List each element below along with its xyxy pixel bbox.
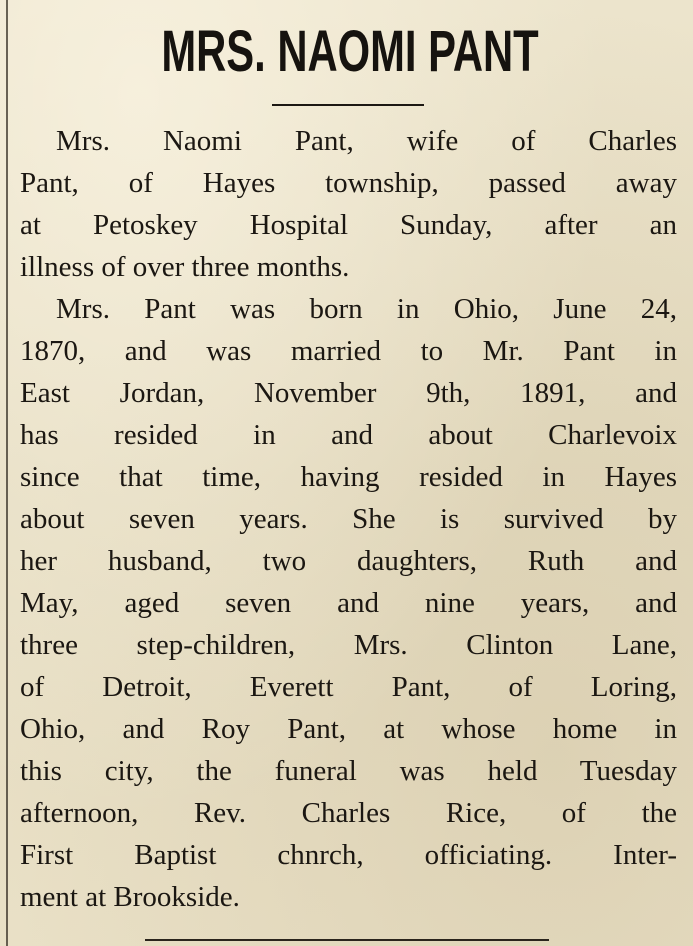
text-line: three step-children, Mrs. Clinton Lane, — [20, 629, 677, 661]
text-line: First Baptist chnrch, officiating. Inter- — [20, 839, 677, 871]
text-line: her husband, two daughters, Ruth and — [20, 545, 677, 577]
bottom-divider — [145, 939, 549, 941]
column-rule — [6, 0, 8, 946]
text-line: of Detroit, Everett Pant, of Loring, — [20, 671, 677, 703]
text-line: May, aged seven and nine years, and — [20, 587, 677, 619]
text-line: about seven years. She is survived by — [20, 503, 677, 535]
text-line: Mrs. Pant was born in Ohio, June 24, — [56, 293, 677, 325]
text-line: this city, the funeral was held Tuesday — [20, 755, 677, 787]
text-line: 1870, and was married to Mr. Pant in — [20, 335, 677, 367]
article-body — [20, 120, 677, 918]
text-line: Pant, of Hayes township, passed away — [20, 167, 677, 199]
text-line: has resided in and about Charlevoix — [20, 419, 677, 451]
headline: MRS. NAOMI PANT — [161, 19, 539, 84]
text-line: at Petoskey Hospital Sunday, after an — [20, 209, 677, 241]
headline-divider — [272, 104, 424, 106]
text-line: Ohio, and Roy Pant, at whose home in — [20, 713, 677, 745]
text-line: Mrs. Naomi Pant, wife of Charles — [56, 125, 677, 157]
text-line: afternoon, Rev. Charles Rice, of the — [20, 797, 677, 829]
text-line: since that time, having resided in Hayes — [20, 461, 677, 493]
text-line: ment at Brookside. — [20, 881, 240, 913]
text-line: illness of over three months. — [20, 251, 350, 283]
text-line: East Jordan, November 9th, 1891, and — [20, 377, 677, 409]
